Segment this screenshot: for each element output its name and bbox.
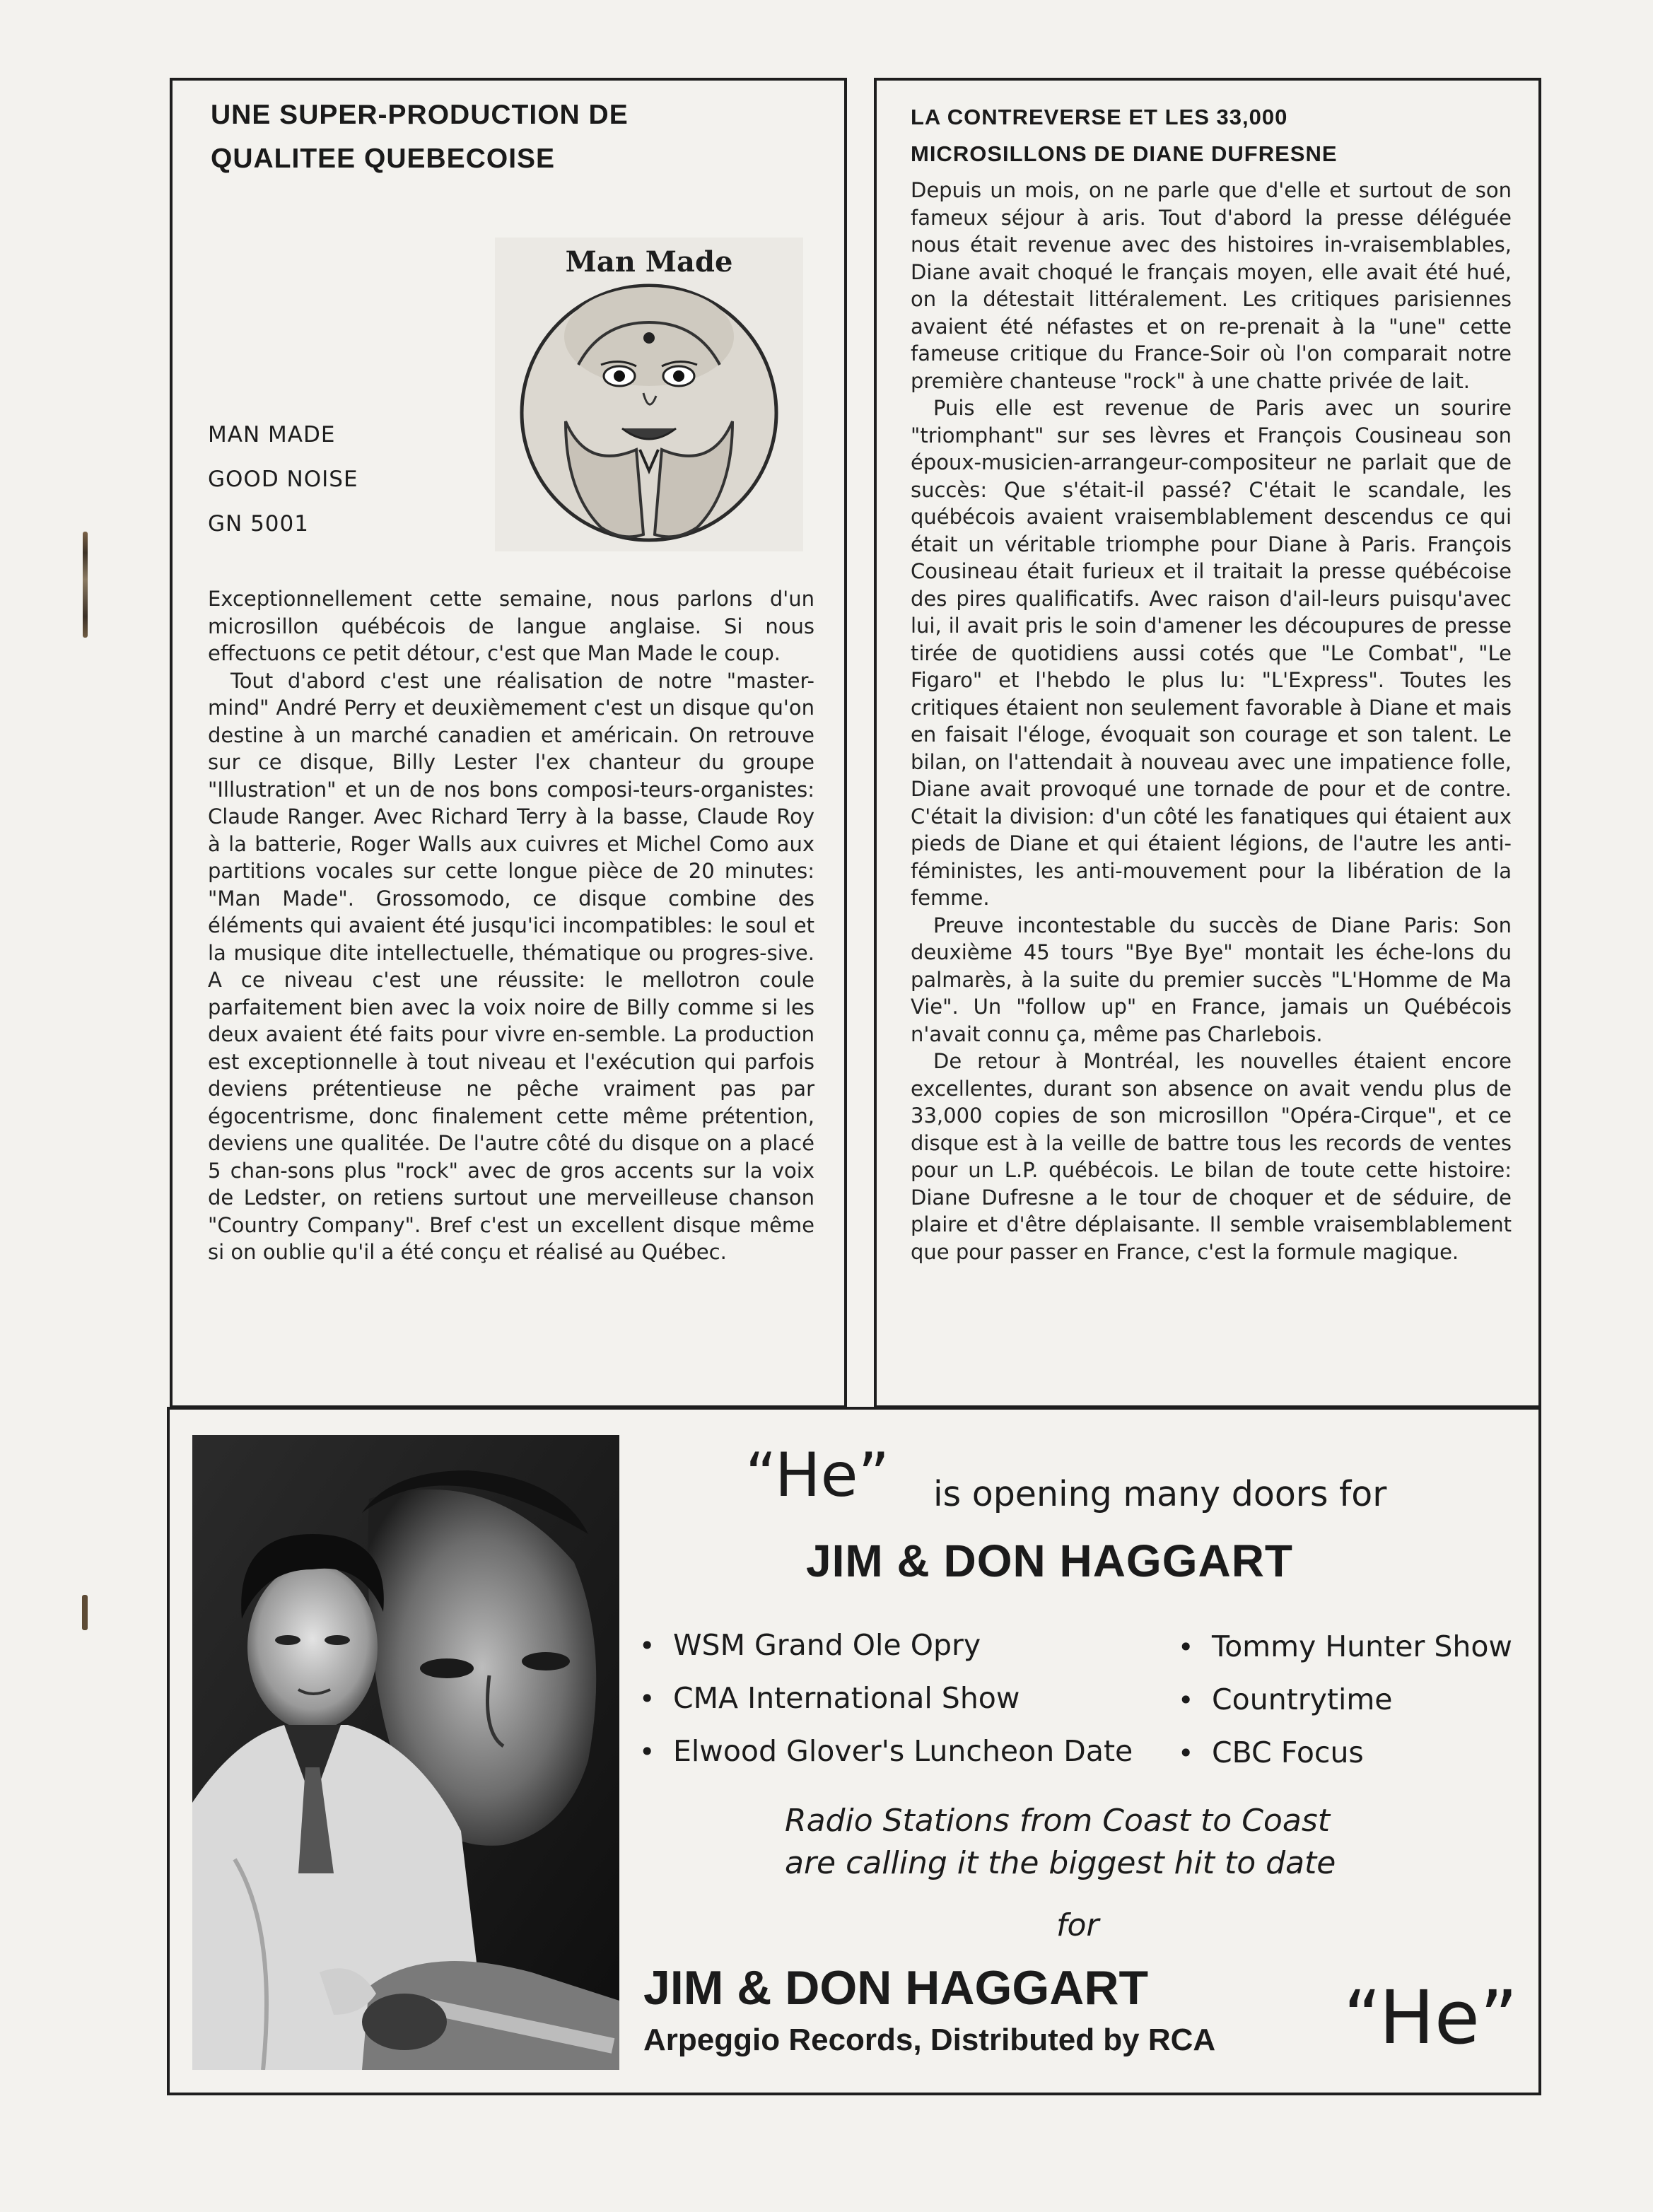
album-cover-title: Man Made [565, 245, 733, 279]
staple-mark-top [83, 532, 88, 638]
album-cover-artwork [495, 238, 803, 551]
left-article-body [208, 585, 814, 1266]
right-article-paragraph: Depuis un mois, on ne parle que d'elle et surtout de son fameux séjour à aris. Tout d'abord la presse déléguée nous était revenue avec des histoires in-vraisemblables, Diane avait choqué le français moyen, elle avait été hué, on la détestait littéralement. Les critiques parisiennes avaient été néfastes et on re-prenait à la "une" cette fameuse critique du France-Soir où l'on comparait notre première chanteuse "rock" à une chatte privée de lait. [911, 178, 1512, 393]
ad-radio-line-1: Radio Stations from Coast to Coast [785, 1803, 1330, 1839]
right-article-column [874, 78, 1541, 1408]
artist-photo [192, 1435, 619, 2070]
ad-he-quote: “He” [745, 1440, 890, 1511]
ad-venue-list-left [639, 1619, 1133, 1778]
ad-artist-name: JIM & DON HAGGART [806, 1535, 1293, 1586]
ad-record-label: Arpeggio Records, Distributed by RCA [643, 2023, 1216, 2057]
album-cover-image [495, 238, 803, 551]
ad-opening-text: is opening many doors for [933, 1474, 1387, 1514]
album-catalog-number: GN 5001 [208, 511, 309, 537]
advertisement-box [167, 1407, 1541, 2095]
album-label: GOOD NOISE [208, 467, 358, 492]
left-article-column [170, 78, 847, 1408]
ad-venue-list-right [1178, 1620, 1512, 1779]
left-article-headline [211, 93, 833, 181]
right-article-paragraph: Puis elle est revenue de Paris avec un sourire "triomphant" sur ses lèvres et François Cousineau son époux-musicien-arrangeur-compositeur ne parlait que de succès: Que s'était-il passé? C'était le scandale, les québécois avaient vraisemblablement descendus ce qui était un véritable triomphe pour Diane à Paris. François Cousineau était furieux et il traitait la presse québécoise des pires qualificatifs. Avec raison d'ail-leurs puisqu'avec lui, il avait pris le soin d'amener les découpures de presse tirée de quotidiens aussi cotés que "Le Combat", "Le Figaro" et l'hebdo le plus lu: "L'Express". Toutes les critiques étaient non seulement favorable à Diane et mais en faisait l'éloge, évoquait son courage et son talent. Le bilan, on l'attendait à nouveau avec une impatience folle, Diane avait provoqué une tornade de pour et de contre. C'était la division: d'un côté les fanatiques qui étaient aux pieds de Diane et qui étaient légions, de l'autre les anti-féministes, les anti-mouvement pour la libération de la femme. [911, 396, 1512, 910]
ad-venue-item: • CBC Focus [1178, 1726, 1512, 1779]
ad-venue-item: • Tommy Hunter Show [1178, 1620, 1512, 1673]
ad-venue-item: • WSM Grand Ole Opry [639, 1619, 1133, 1672]
album-title: MAN MADE [208, 422, 336, 447]
right-article-headline [911, 99, 1533, 172]
right-article-body [911, 177, 1512, 1265]
ad-venue-item: • Elwood Glover's Luncheon Date [639, 1725, 1133, 1778]
right-headline-line-2: MICROSILLONS DE DIANE DUFRESNE [911, 141, 1338, 166]
album-info [208, 413, 358, 546]
left-article-paragraph: Exceptionnellement cette semaine, nous parlons d'un microsillon québécois de langue anglaise. Si nous effectuons ce petit détour, c'est que Man Made le coup. [208, 587, 814, 665]
left-headline-line-2: QUALITEE QUEBECOISE [211, 144, 556, 174]
right-article-paragraph: De retour à Montréal, les nouvelles étaient encore excellentes, durant son absence on avait vendu plus de 33,000 copies de son microsillon "Opéra-Cirque", et ce disque est à la veille de battre tous les records de ventes pour un L.P. québécois. Le bilan de toute cette histoire: Diane Dufresne a le tour de choquer et de séduire, de plaire et d'être déplaisante. Il semble vraisemblablement que pour passer en France, c'est la formule magique. [911, 1049, 1512, 1264]
artist-photo-image [192, 1435, 619, 2070]
left-article-paragraph: Tout d'abord c'est une réalisation de notre "master-mind" André Perry et deuxièmement c'est un disque qu'on destine à un marché canadien et américain. On retrouve sur ce disque, Billy Lester l'ex chanteur du groupe "Illustration" et un de nos bons composi-teurs-organistes: Claude Ranger. Avec Richard Terry à la basse, Claude Roy à la batterie, Roger Walls aux cuivres et Michel Como aux partitions vocales sur cette longue pièce de 20 minutes: "Man Made". Grossomodo, ce disque combine des éléments qui avaient été jusqu'ici incompatibles: le soul et la musique dite intellectuelle, thématique ou progres-sive. A ce niveau c'est une réussite: le mellotron coule parfaitement bien avec la voix noire de Billy comme si les deux avaient été faits pour vivre en-semble. La production est exceptionnelle à tout niveau et l'exécution qui parfois deviens prétentieuse ne pêche vraiment pas par égocentrisme, donc finalement cette même prétention, deviens une qualitée. De l'autre côté du disque on a placé 5 chan-sons plus "rock" avec de gros accents sur la voix de Ledster, on retiens surtout une merveilleuse chanson "Country Company". Bref c'est un excellent disque même si on oublie qu'il a été conçu et réalisé au Québec. [208, 668, 814, 1264]
right-article-paragraph: Preuve incontestable du succès de Diane Paris: Son deuxième 45 tours "Bye Bye" montait les éche-lons du palmarès, à la suite du premier succès "L'Homme de Ma Vie". Un "follow up" en France, jamais un Québécois n'avait connu ça, même pas Charlebois. [911, 913, 1512, 1046]
ad-artist-name-bottom: JIM & DON HAGGART [643, 1961, 1148, 2015]
ad-venue-item: • CMA International Show [639, 1672, 1133, 1725]
ad-venue-item: • Countrytime [1178, 1673, 1512, 1726]
ad-for-text: for [1056, 1907, 1099, 1943]
right-headline-line-1: LA CONTREVERSE ET LES 33,000 [911, 105, 1288, 129]
ad-he-quote-bottom: “He” [1343, 1974, 1518, 2061]
left-headline-line-1: UNE SUPER-PRODUCTION DE [211, 100, 629, 130]
ad-radio-line-2: are calling it the biggest hit to date [785, 1845, 1336, 1881]
staple-mark-bottom [82, 1595, 88, 1630]
